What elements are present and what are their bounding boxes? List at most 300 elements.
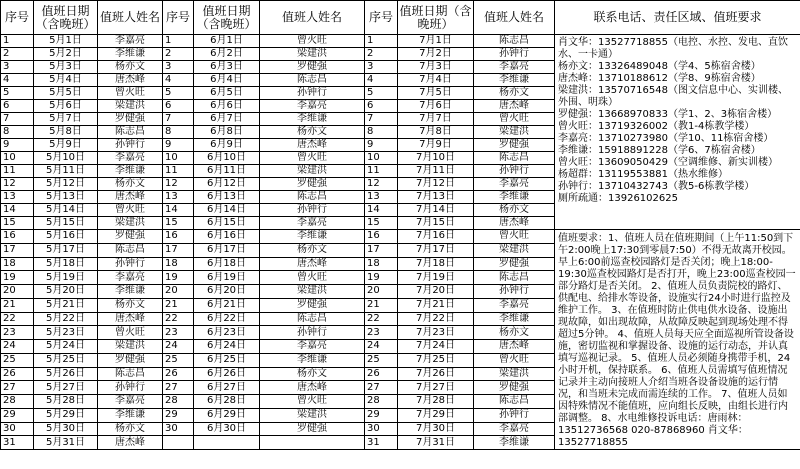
header-no: 序号 [1,1,34,35]
july-name: 唐杰峰 [474,340,555,354]
may-no: 9 [1,139,34,152]
june-no: 11 [163,165,194,178]
contact-list [555,35,800,230]
july-name: 罗健强 [474,139,555,152]
july-date: 7月5日 [398,87,474,100]
july-date: 7月7日 [398,113,474,126]
may-no: 28 [1,395,34,409]
july-name: 陈志昌 [474,271,555,285]
june-no: 6 [163,100,194,113]
july-name: 曾火旺 [474,113,555,126]
july-name: 李嘉亮 [474,178,555,191]
contact-line: 曾火旺：13719326002（教1-4栋教学楼） [558,121,755,132]
may-no: 21 [1,298,34,312]
june-date: 6月8日 [194,126,260,139]
may-date: 5月19日 [34,271,98,285]
may-no: 16 [1,230,34,244]
june-date: 6月16日 [194,230,260,244]
june-no: 25 [163,353,194,367]
may-name: 李嘉亮 [98,152,163,165]
may-date: 5月27日 [34,381,98,395]
july-date: 7月3日 [398,61,474,74]
may-date: 5月2日 [34,48,98,61]
may-name: 罗健强 [98,113,163,126]
june-date: 6月30日 [194,422,260,436]
may-no: 22 [1,312,34,326]
june-name: 罗健强 [260,422,365,436]
june-name: 唐杰峰 [260,381,365,395]
july-date: 7月1日 [398,35,474,48]
june-no [163,436,194,450]
june-no: 19 [163,271,194,285]
header-row [1,1,800,35]
may-date: 5月12日 [34,178,98,191]
may-name: 陈志昌 [98,367,163,381]
july-no: 14 [365,204,398,217]
may-name: 梁建洪 [98,100,163,113]
may-date: 5月22日 [34,312,98,326]
may-date: 5月24日 [34,340,98,354]
may-name: 唐杰峰 [98,312,163,326]
july-name: 陈志昌 [474,395,555,409]
july-date: 7月9日 [398,139,474,152]
july-name: 孙钟行 [474,48,555,61]
june-name: 曾火旺 [260,35,365,48]
july-name: 孙钟行 [474,408,555,422]
june-no: 4 [163,74,194,87]
may-name: 曾火旺 [98,204,163,217]
may-name: 陈志昌 [98,126,163,139]
june-name: 梁建洪 [260,48,365,61]
july-name: 杨亦文 [474,204,555,217]
contact-line: 孙钟行：13710432743（教5-6栋教学楼） [558,181,755,192]
june-name: 孙钟行 [260,326,365,340]
july-name: 李维谦 [474,312,555,326]
may-date: 5月17日 [34,243,98,257]
june-date: 6月3日 [194,61,260,74]
may-no: 3 [1,61,34,74]
july-name: 杨亦文 [474,326,555,340]
july-no: 25 [365,353,398,367]
may-no: 19 [1,271,34,285]
june-name: 杨亦文 [260,243,365,257]
june-date: 6月6日 [194,100,260,113]
may-date: 5月7日 [34,113,98,126]
july-name: 陈志昌 [474,35,555,48]
may-date: 5月14日 [34,204,98,217]
may-date: 5月23日 [34,326,98,340]
july-no: 30 [365,422,398,436]
may-date: 5月10日 [34,152,98,165]
july-date: 7月21日 [398,298,474,312]
july-no: 10 [365,152,398,165]
july-name: 孙钟行 [474,165,555,178]
june-name: 李维谦 [260,353,365,367]
may-date: 5月5日 [34,87,98,100]
june-date: 6月18日 [194,257,260,271]
july-date: 7月12日 [398,178,474,191]
may-date: 5月6日 [34,100,98,113]
july-date: 7月31日 [398,436,474,450]
june-name [260,436,365,450]
june-name: 杨亦文 [260,367,365,381]
july-name: 李嘉亮 [474,61,555,74]
june-no: 27 [163,381,194,395]
july-no: 29 [365,408,398,422]
june-no: 15 [163,217,194,230]
july-date: 7月30日 [398,422,474,436]
june-name: 李嘉亮 [260,100,365,113]
july-no: 17 [365,243,398,257]
july-name: 李维谦 [474,436,555,450]
may-no: 15 [1,217,34,230]
july-date: 7月22日 [398,312,474,326]
june-no: 28 [163,395,194,409]
may-no: 27 [1,381,34,395]
may-name: 李维谦 [98,285,163,299]
july-name: 曾火旺 [474,230,555,244]
june-no: 16 [163,230,194,244]
may-no: 12 [1,178,34,191]
june-no: 1 [163,35,194,48]
duty-requirements: 值班要求：1、值班人员在值班期间（上午11:50到下午2:00晚上17:30到零晨7:50）不得无故离开校园。早上6:00前巡查校园路灯是否关闭；晚上18:00-19:30巡查校园路灯是否打开，晚上23:00巡查校园一部分路灯是否关闭。 2、值班人员负责院校的路灯、供配电、给排水等设备，设施实行24小时进行监控及维护工作。 3、在值班时防止供电供水设备、设施出现故障，如出现故障，从故障反映起到现场处理不得超过5分钟。 4、值班人员每天应全面巡视所管设备设施，密切监视和掌握设备、设施的运行动态，并认真填写巡视记录。 5、值班人员必须随身携带手机，24小时开机，保持联系。 6、值班人员需填写值班情况记录并主动向接班人介绍当班各设备设施的运行情况，和当班未完成而需连续的工作。 7、值班人员如因特殊情况不能值班，应向组长反映，由组长进行内部调整。 8、水电维修投诉电话：唐雨林：13512736568 020-87868960 肖文华：13527718855 [555,230,800,450]
june-name: 曾火旺 [260,395,365,409]
may-no: 1 [1,35,34,48]
july-no: 6 [365,100,398,113]
june-name: 曾火旺 [260,271,365,285]
july-date: 7月13日 [398,191,474,204]
may-date: 5月16日 [34,230,98,244]
june-date: 6月17日 [194,243,260,257]
june-date: 6月25日 [194,353,260,367]
june-date: 6月27日 [194,381,260,395]
june-name: 罗健强 [260,298,365,312]
may-name: 李维谦 [98,165,163,178]
contact-line: 唐杰峰：13710188612（学8、9栋宿舍楼） [558,73,761,84]
may-name: 罗健强 [98,353,163,367]
june-date: 6月24日 [194,340,260,354]
may-name: 唐杰峰 [98,74,163,87]
may-no: 13 [1,191,34,204]
may-date: 5月26日 [34,367,98,381]
july-date: 7月20日 [398,285,474,299]
may-name: 李嘉亮 [98,395,163,409]
header-name: 值班人姓名 [260,1,365,35]
june-no: 18 [163,257,194,271]
june-date: 6月12日 [194,178,260,191]
june-name: 陈志昌 [260,191,365,204]
may-name: 李嘉亮 [98,35,163,48]
contact-line: 罗健强：13668970833（学1、2、3栋宿舍楼） [558,109,778,120]
june-no: 24 [163,340,194,354]
july-date: 7月4日 [398,74,474,87]
may-date: 5月8日 [34,126,98,139]
july-date: 7月28日 [398,395,474,409]
july-no: 5 [365,87,398,100]
june-name: 李嘉亮 [260,340,365,354]
july-date: 7月29日 [398,408,474,422]
july-no: 31 [365,436,398,450]
contact-line: 李嘉亮：13710273980（学10、11栋宿舍楼） [558,133,774,144]
june-date: 6月29日 [194,408,260,422]
may-date: 5月28日 [34,395,98,409]
table-row [1,35,800,48]
june-no: 3 [163,61,194,74]
may-no: 4 [1,74,34,87]
july-no: 23 [365,326,398,340]
june-date: 6月2日 [194,48,260,61]
june-date: 6月28日 [194,395,260,409]
may-name: 梁建洪 [98,217,163,230]
may-no: 11 [1,165,34,178]
may-name: 孙钟行 [98,381,163,395]
may-name: 杨亦文 [98,422,163,436]
header-name: 值班人姓名 [474,1,555,35]
july-date: 7月19日 [398,271,474,285]
may-date: 5月21日 [34,298,98,312]
june-name: 曾火旺 [260,152,365,165]
june-no: 30 [163,422,194,436]
contact-line: 李维谦：15918891228（学6、7栋宿舍楼） [558,145,761,156]
july-name: 陈志昌 [474,152,555,165]
july-date: 7月11日 [398,165,474,178]
july-name: 孙钟行 [474,285,555,299]
may-name: 曾火旺 [98,326,163,340]
may-name: 陈志昌 [98,243,163,257]
june-name: 罗健强 [260,61,365,74]
july-date: 7月26日 [398,367,474,381]
july-no: 4 [365,74,398,87]
july-no: 2 [365,48,398,61]
may-no: 29 [1,408,34,422]
july-name: 曾火旺 [474,353,555,367]
june-date: 6月1日 [194,35,260,48]
june-name: 孙钟行 [260,87,365,100]
may-date: 5月18日 [34,257,98,271]
june-date: 6月22日 [194,312,260,326]
july-date: 7月16日 [398,230,474,244]
may-no: 18 [1,257,34,271]
july-no: 16 [365,230,398,244]
july-date: 7月8日 [398,126,474,139]
may-name: 李维谦 [98,408,163,422]
may-name: 李维谦 [98,48,163,61]
june-name: 李嘉亮 [260,217,365,230]
may-name: 李嘉亮 [98,271,163,285]
june-no: 29 [163,408,194,422]
july-date: 7月24日 [398,340,474,354]
may-no: 6 [1,100,34,113]
june-date: 6月7日 [194,113,260,126]
june-no: 10 [163,152,194,165]
contact-line: 曾火旺：13609050429（空调维修、新实训楼） [558,157,778,168]
july-no: 11 [365,165,398,178]
june-date: 6月15日 [194,217,260,230]
june-date: 6月13日 [194,191,260,204]
july-name: 唐杰峰 [474,217,555,230]
may-no: 17 [1,243,34,257]
june-name: 陈志昌 [260,74,365,87]
july-no: 12 [365,178,398,191]
july-name: 梁建洪 [474,367,555,381]
header-date: 值班日期（含晚班） [398,1,474,35]
june-name: 梁建洪 [260,285,365,299]
june-no: 23 [163,326,194,340]
july-date: 7月10日 [398,152,474,165]
june-name: 唐杰峰 [260,257,365,271]
july-no: 13 [365,191,398,204]
contact-line: 杨超群：13119553881（热水维修） [558,169,728,180]
may-no: 7 [1,113,34,126]
june-no: 21 [163,298,194,312]
may-name: 杨亦文 [98,178,163,191]
july-date: 7月27日 [398,381,474,395]
july-date: 7月14日 [398,204,474,217]
may-name: 唐杰峰 [98,191,163,204]
june-date: 6月21日 [194,298,260,312]
june-no: 5 [163,87,194,100]
june-name: 梁建洪 [260,408,365,422]
june-date: 6月14日 [194,204,260,217]
may-no: 14 [1,204,34,217]
may-date: 5月13日 [34,191,98,204]
june-name: 孙钟行 [260,204,365,217]
july-no: 27 [365,381,398,395]
contact-line: 肖文华：13527718855（电控、水控、发电、直饮水、一卡通） [558,37,788,60]
june-date [194,436,260,450]
july-no: 8 [365,126,398,139]
july-date: 7月17日 [398,243,474,257]
july-no: 20 [365,285,398,299]
june-name: 李维谦 [260,113,365,126]
may-date: 5月29日 [34,408,98,422]
june-name: 唐杰峰 [260,139,365,152]
july-name: 罗健强 [474,381,555,395]
may-no: 31 [1,436,34,450]
may-no: 20 [1,285,34,299]
july-no: 19 [365,271,398,285]
july-name: 罗健强 [474,257,555,271]
contact-line: 杨亦文：13326489048（学4、5栋宿舍楼） [558,61,761,72]
july-name: 李嘉亮 [474,422,555,436]
header-contact: 联系电话、责任区域、值班要求 [555,1,800,35]
june-name: 陈志昌 [260,312,365,326]
june-no: 12 [163,178,194,191]
june-no: 22 [163,312,194,326]
june-name: 李维谦 [260,230,365,244]
header-date: 值班日期（含晚班） [194,1,260,35]
june-name: 杨亦文 [260,126,365,139]
july-date: 7月25日 [398,353,474,367]
may-date: 5月9日 [34,139,98,152]
june-name: 梁建洪 [260,165,365,178]
may-no: 26 [1,367,34,381]
june-date: 6月9日 [194,139,260,152]
may-no: 2 [1,48,34,61]
table-row [1,230,800,244]
july-name: 唐杰峰 [474,100,555,113]
june-date: 6月19日 [194,271,260,285]
contact-line: 梁建洪：13570716548（图文信息中心、实训楼、外围、明珠） [558,85,788,108]
july-name: 李维谦 [474,74,555,87]
june-date: 6月11日 [194,165,260,178]
may-date: 5月30日 [34,422,98,436]
july-name: 李嘉亮 [474,298,555,312]
july-date: 7月2日 [398,48,474,61]
may-no: 25 [1,353,34,367]
may-name: 梁建洪 [98,340,163,354]
may-name: 杨亦文 [98,298,163,312]
july-no: 18 [365,257,398,271]
june-no: 26 [163,367,194,381]
july-no: 24 [365,340,398,354]
july-date: 7月6日 [398,100,474,113]
july-date: 7月23日 [398,326,474,340]
may-name: 孙钟行 [98,257,163,271]
may-no: 23 [1,326,34,340]
july-name: 梁建洪 [474,126,555,139]
july-name: 杨亦文 [474,87,555,100]
july-no: 3 [365,61,398,74]
june-no: 17 [163,243,194,257]
june-no: 8 [163,126,194,139]
may-date: 5月15日 [34,217,98,230]
may-date: 5月25日 [34,353,98,367]
june-no: 7 [163,113,194,126]
header-no: 序号 [365,1,398,35]
may-name: 曾火旺 [98,87,163,100]
july-no: 9 [365,139,398,152]
june-no: 20 [163,285,194,299]
header-date: 值班日期（含晚班） [34,1,98,35]
july-no: 22 [365,312,398,326]
june-no: 14 [163,204,194,217]
may-no: 30 [1,422,34,436]
july-name: 梁建洪 [474,243,555,257]
june-date: 6月10日 [194,152,260,165]
may-name: 罗健强 [98,230,163,244]
july-no: 1 [365,35,398,48]
june-date: 6月4日 [194,74,260,87]
june-no: 2 [163,48,194,61]
may-date: 5月1日 [34,35,98,48]
contact-line: 厕所疏通：13926102625 [558,193,678,204]
header-name: 值班人姓名 [98,1,163,35]
may-no: 24 [1,340,34,354]
may-no: 10 [1,152,34,165]
header-no: 序号 [163,1,194,35]
june-no: 9 [163,139,194,152]
july-name: 李维谦 [474,191,555,204]
may-date: 5月11日 [34,165,98,178]
july-date: 7月18日 [398,257,474,271]
june-name: 罗健强 [260,178,365,191]
july-no: 28 [365,395,398,409]
july-no: 21 [365,298,398,312]
may-name: 孙钟行 [98,139,163,152]
june-date: 6月20日 [194,285,260,299]
june-date: 6月23日 [194,326,260,340]
may-no: 8 [1,126,34,139]
may-name: 杨亦文 [98,61,163,74]
may-date: 5月3日 [34,61,98,74]
may-date: 5月31日 [34,436,98,450]
july-no: 26 [365,367,398,381]
june-date: 6月26日 [194,367,260,381]
june-date: 6月5日 [194,87,260,100]
may-name: 唐杰峰 [98,436,163,450]
may-date: 5月4日 [34,74,98,87]
